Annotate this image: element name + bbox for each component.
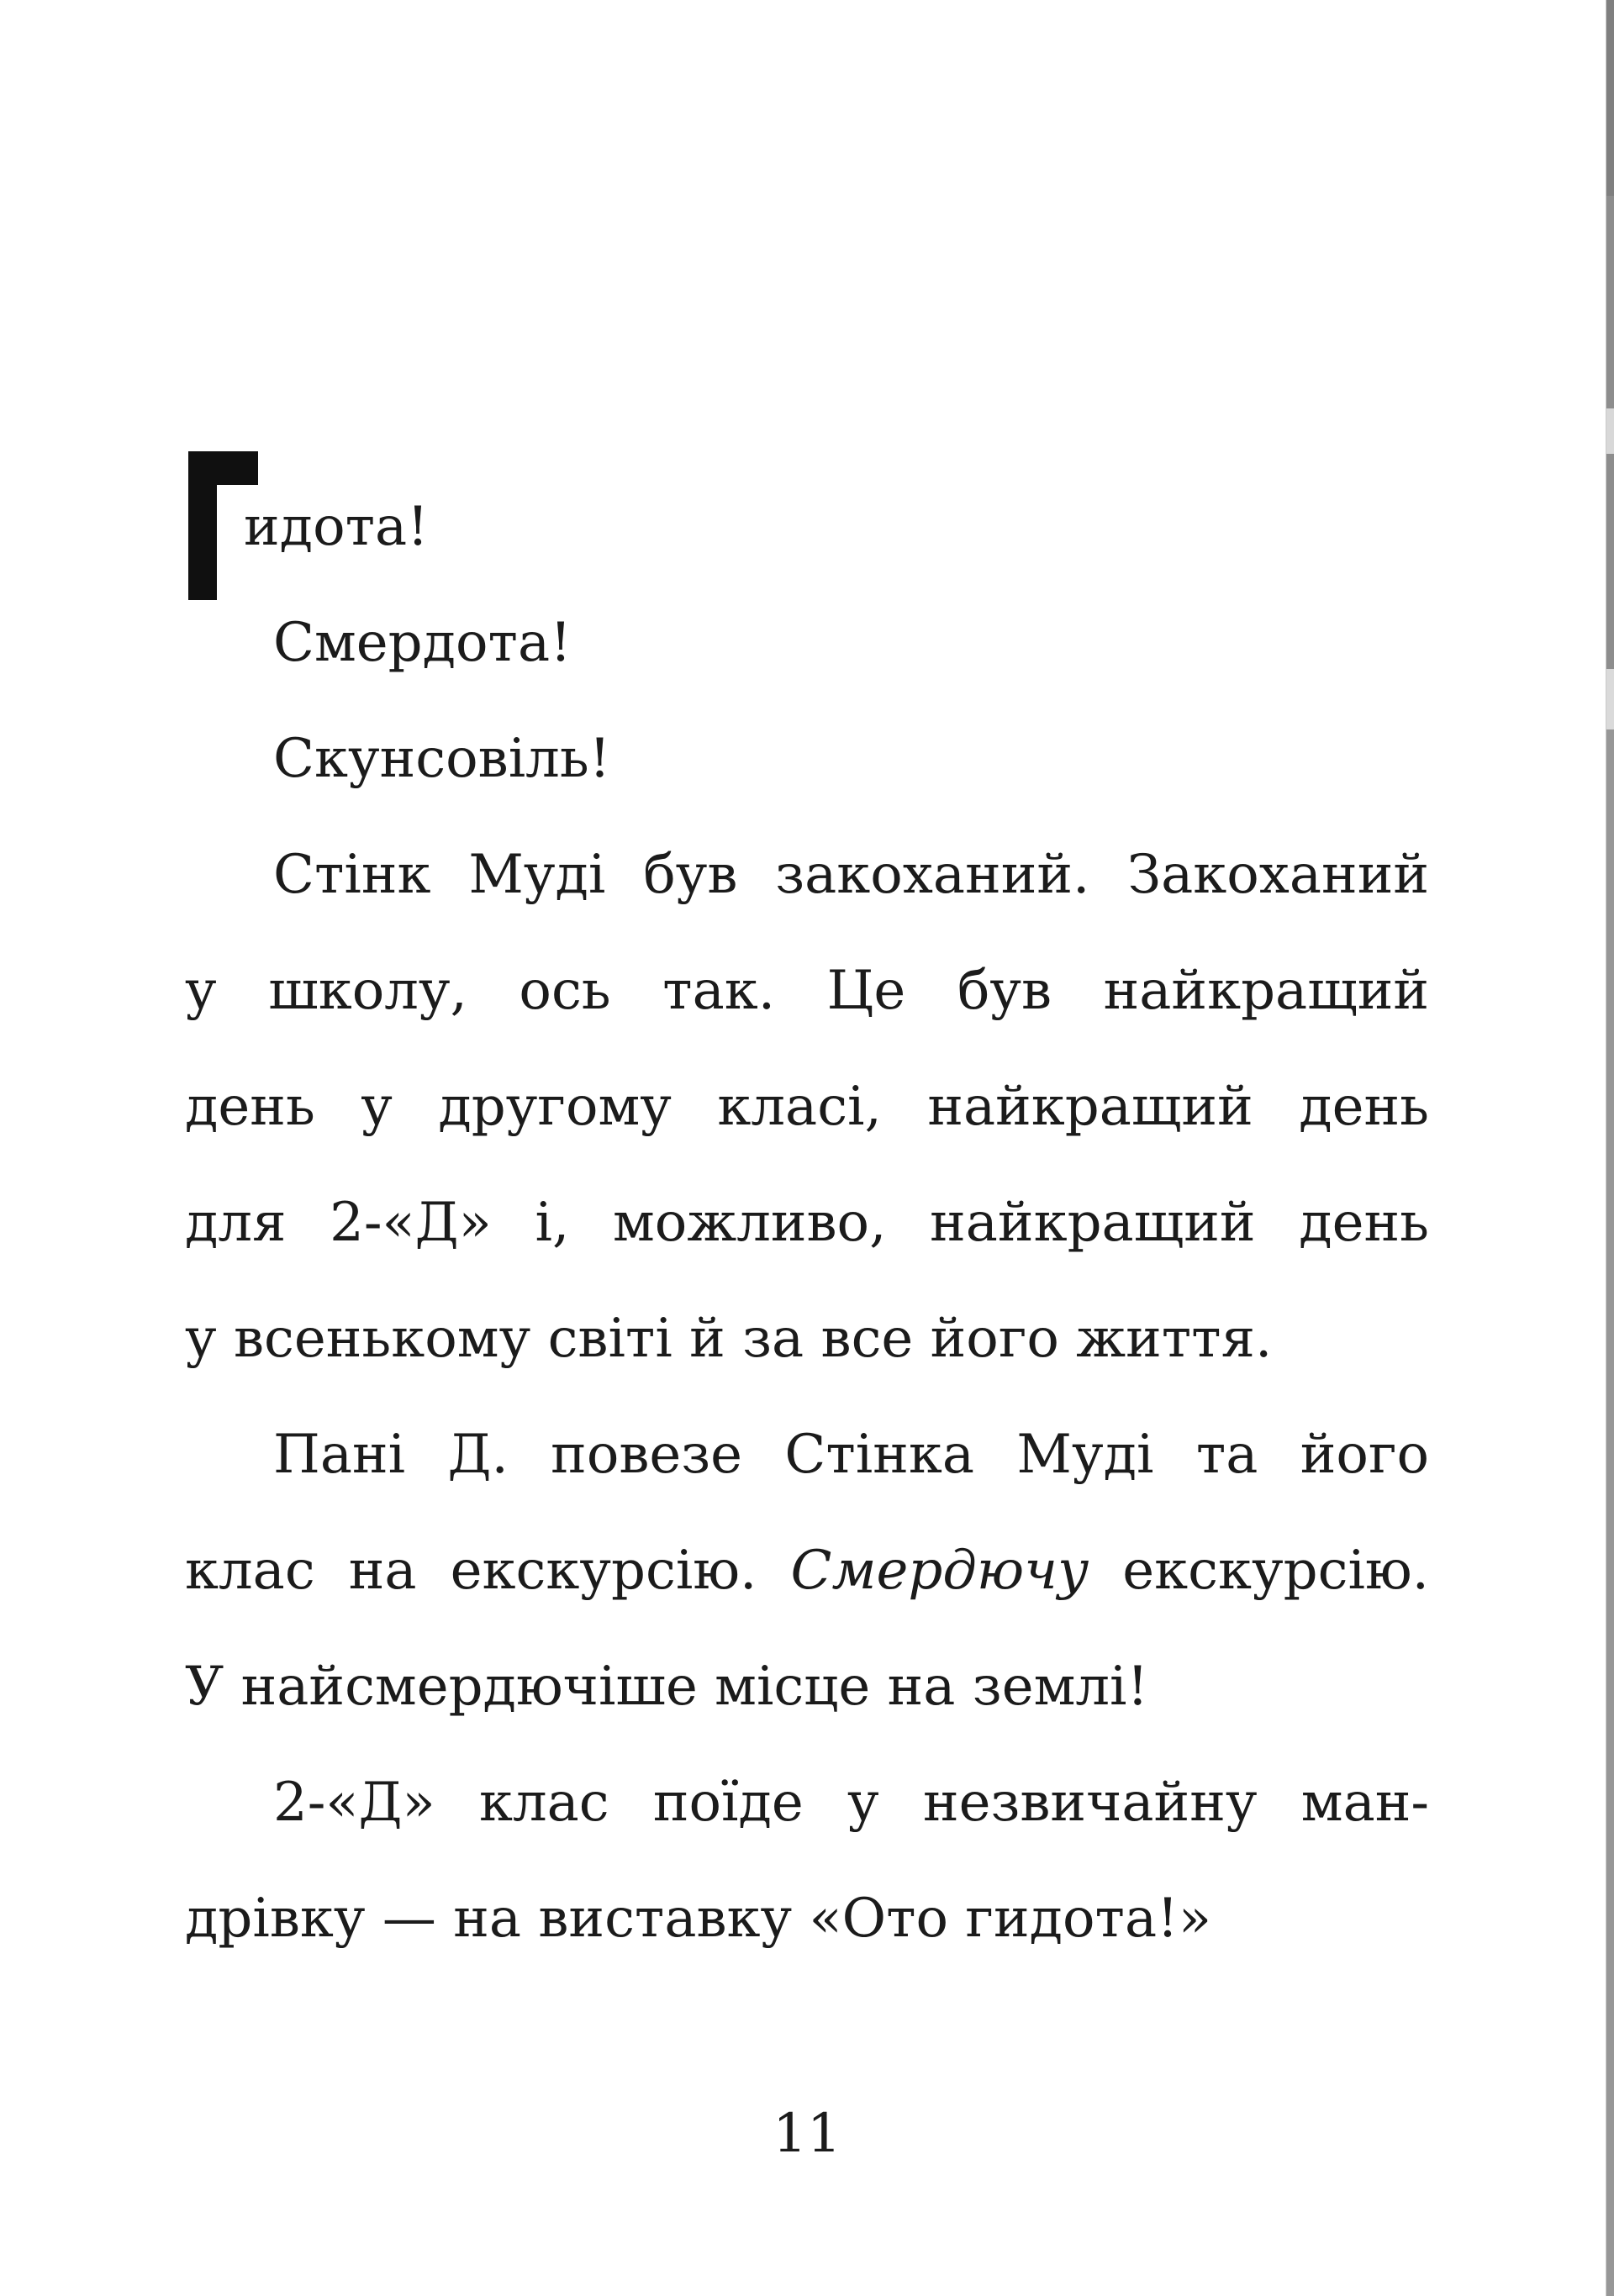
text-block: [185, 469, 1429, 1977]
text-line: У найсмердючіше місце на землі!: [185, 1656, 1149, 1718]
text-line: идота!: [244, 496, 429, 558]
text-line: Скунсовіль!: [273, 728, 611, 790]
text-line: день у другому класі, найкращий день: [185, 1076, 1429, 1138]
paragraph-3-line-1: [185, 701, 1429, 817]
text-line: у школу, ось так. Це був найкращий: [185, 960, 1429, 1022]
text-line: 2-«Д» клас поїде у незвичайну ман-: [273, 1772, 1429, 1834]
paragraph-5-line-1: [185, 1397, 1429, 1513]
paragraph-4-line-1: [185, 817, 1429, 933]
paragraph-4-line-4: [185, 1165, 1429, 1281]
page-right-edge-strip: [1606, 0, 1614, 2296]
page-number: 11: [773, 2103, 841, 2165]
paragraph-4-line-3: [185, 1049, 1429, 1165]
text-line: екскурсію.: [1089, 1540, 1429, 1602]
drop-cap: [188, 451, 259, 601]
paragraph-2-line-1: [185, 585, 1429, 701]
paragraph-4-line-2: [185, 933, 1429, 1049]
paragraph-6-line-1: [185, 1745, 1429, 1861]
text-line-italic-word: Смердючу: [790, 1540, 1089, 1602]
text-line: дрівку — на виставку «Ото гидота!»: [185, 1888, 1211, 1950]
paragraph-5-line-2: [185, 1513, 1429, 1629]
text-line: Стінк Муді був закоханий. Закоханий: [273, 844, 1429, 906]
text-line: для 2-«Д» і, можливо, найкращий день: [185, 1192, 1429, 1254]
text-line: у всенькому світі й за все його життя.: [185, 1308, 1273, 1370]
text-line: Пані Д. повезе Стінка Муді та його: [273, 1424, 1429, 1486]
text-line: Смердота!: [273, 612, 572, 674]
drop-cap-letter: [188, 451, 259, 601]
paragraph-4-line-5: [185, 1281, 1429, 1397]
paragraph-5-line-3: [185, 1629, 1429, 1745]
paragraph-6-line-2: [185, 1861, 1429, 1977]
paragraph-1-line-1: [185, 469, 1429, 585]
text-line: клас на екскурсію.: [185, 1540, 791, 1602]
